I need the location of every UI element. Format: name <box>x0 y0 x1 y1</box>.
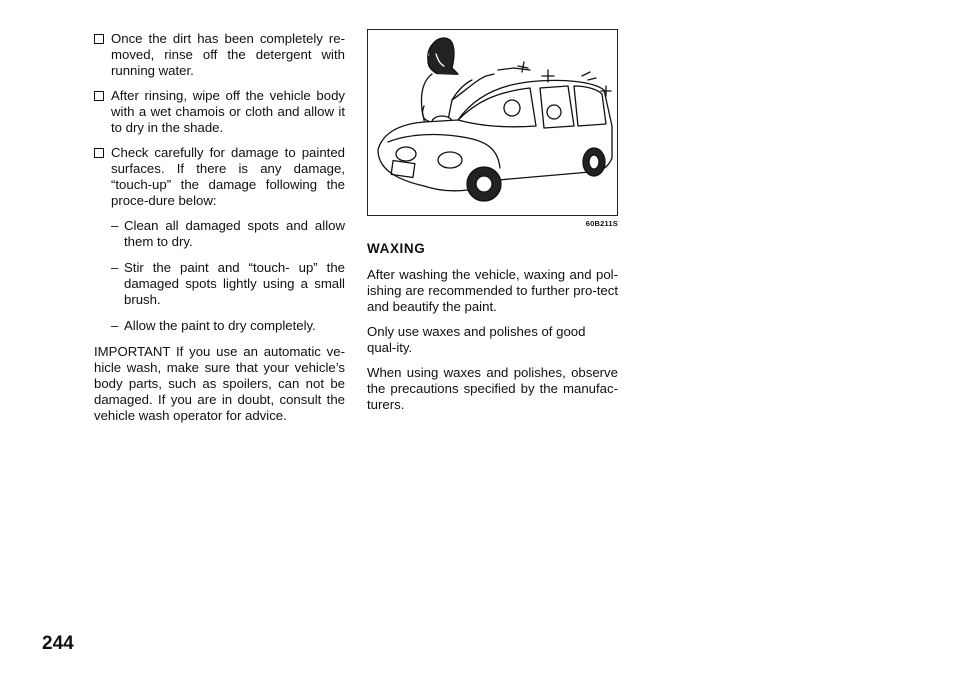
bullet-rinse: Once the dirt has been completely re-moved, rinse off the detergent with running water. <box>94 31 345 79</box>
dash-item-clean: – Clean all damaged spots and allow them to dry. <box>111 218 345 249</box>
dash-item-stir: – Stir the paint and “touch- up” the damaged spots lightly using a small brush. <box>111 260 345 307</box>
car-illustration-icon <box>368 30 617 215</box>
car-washing-illustration <box>367 29 618 216</box>
figure-code: 60B211S <box>585 219 618 228</box>
page-number: 244 <box>42 633 74 654</box>
checkbox-bullet-icon <box>94 148 104 158</box>
important-note: IMPORTANT If you use an automatic ve-hicle wash, make sure that your vehicle’s body parts, such as spoilers, can not be damaged. If you are in doubt, consult the vehicle wash operator for advice. <box>94 344 345 423</box>
bullet-wipe: After rinsing, wipe off the vehicle body with a wet chamois or cloth and allow it to dry in the shade. <box>94 88 345 136</box>
bullet-check-damage: Check carefully for damage to painted surfaces. If there is any damage, “touch-up” the damage following the proce-dure below: <box>94 145 345 209</box>
section-heading-waxing: WAXING <box>367 241 426 256</box>
checkbox-bullet-icon <box>94 34 104 44</box>
dash-item-dry: – Allow the paint to dry completely. <box>111 318 316 333</box>
waxing-paragraph-2: Only use waxes and polishes of good qual-ity. <box>367 324 586 355</box>
waxing-paragraph-3: When using waxes and polishes, observe the precautions specified by the manufac-turers. <box>367 365 618 412</box>
right-column <box>367 29 618 422</box>
checkbox-bullet-icon <box>94 91 104 101</box>
left-column <box>94 31 345 433</box>
waxing-paragraph-1: After washing the vehicle, waxing and pol-ishing are recommended to further pro-tect and beautify the paint. <box>367 267 618 314</box>
